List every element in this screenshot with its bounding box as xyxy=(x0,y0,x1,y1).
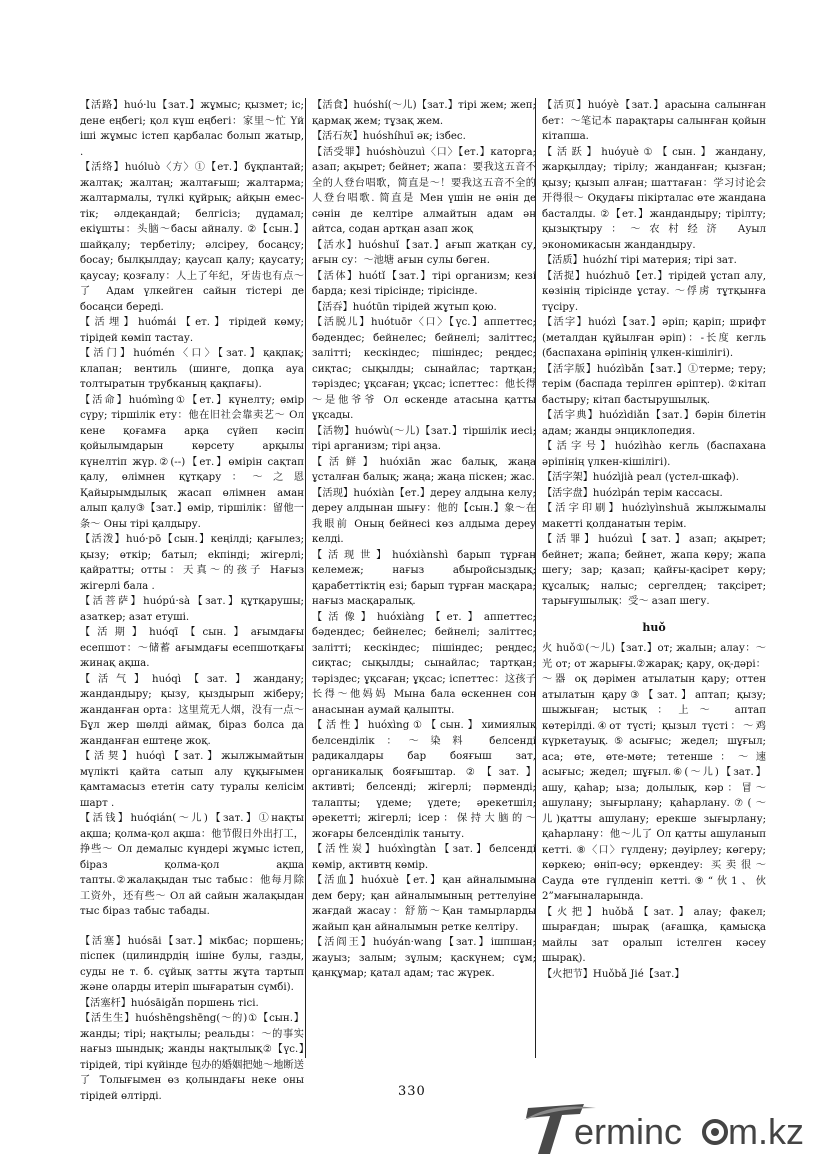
dictionary-entry: 【活现】huóxiàn【ет.】дереу алдына келу; дереу алдынан шығу：他的【сын.】象～在我眼前 Оның бейнесі көз алдыма дереу келді. xyxy=(312,487,536,545)
logo-text-a: erminc xyxy=(574,1111,683,1152)
dictionary-entry: 【活命】huómìng①【ет.】күнелту; өмір сүру; тіршілік ету：他在旧社会靠卖艺～ Ол кене қоғамға арқа сүйеп кәсіп қойылымдарын көрсету арқылы күнелтіп жүр.②(--)【ет.】өмірін сақтап қалу, өлімнен құтқару：～之恩 Қайырымдылық жасап өлімнен аман алып қалу③【зат.】өмір, тіршілік：留他一条～ Оны тірі қалдыру. xyxy=(80,394,304,530)
dictionary-entry: 【活路】huó·lu【зат.】жұмыс; қызмет; іс; дене еңбегі; қол күш еңбегі：家里～忙 Үй ішi жұмыс iстеп қарбалас болып жатыр, . xyxy=(80,100,304,158)
dictionary-entry: 【活现世】huóxiànshì барып тұрған келемеж; нағыз абыройсыздық; қарабеттіктің езі; барып тұрған масқара; нағыз масқаралық. xyxy=(312,549,536,607)
dictionary-entry: 【活门】huómén〈口〉【зат.】қақпақ; клапан; вентиль (шинге, допқа ауа толтыратын трубканың қақпағы). xyxy=(80,348,304,390)
column-divider xyxy=(305,98,306,1058)
dictionary-entry: 【活字印刷】huózìyìnshuā жылжымалы макетті қолданатын терім. xyxy=(542,503,766,530)
dictionary-entry: 【活质】huózhí тірі материя; тірі зат. xyxy=(542,255,737,266)
dictionary-entry: 【活石灰】huóshíhuī әк; ізбес. xyxy=(312,131,466,142)
dictionary-entry: 【活吞】huótūn тірідей жұтып қою. xyxy=(312,301,497,313)
dictionary-entry: 【活字号】huózìhào кегль (баспахана әріпінің үлкен-кішілігі). xyxy=(542,441,766,468)
dictionary-entry: 【活食】huóshí(～儿)【зат.】тірі жем; жеп; қармақ жем; тұзақ жем. xyxy=(312,100,536,127)
dictionary-entry: 【活泼】huó·pō【сын.】кеңілді; қағылез; қызу; өткір; батыл; ekпінді; жігерлі; қайратты; отты：天真～的孩子 Нағыз жігерлі бала . xyxy=(80,534,304,592)
dictionary-entry: 【活字】huózì【зат.】әріп; қаріп; шрифт (металдан құйылған әріп)：-长度 кегль (баспахана әріпінің үлкен-кішілігі). xyxy=(542,317,766,359)
dictionary-entry: 【活捉】huózhuō【ет.】тірідей ұстап алу, көзінің тірісінде ұстау. ～俘虏 тұтқынға түсіру. xyxy=(542,270,766,313)
logo-o-dot xyxy=(711,1128,719,1136)
dictionary-entry: 【活受罪】huóshòuzuì〈口〉【ет.】каторга; азап; ақырет; бейнет; жапа：要我这五音不全的人登台唱歌，简直是～！要我这五音不全的人登台唱歌. 简直是 Мен үшін не әнін де сәнін де келтіре алмайтын адам ән айтса, содан артқан азап жоқ xyxy=(312,146,536,235)
dictionary-entry: 【活脱儿】huótuōr〈口〉【үс.】аппеттес; бәдендес; бейнелес; бейнелі; заліттес; залітті; кескіндес; пішіндес; реңдес; сиқтас; сықылды; сынайлас; тартқан; тәріздес; ұқсаған; ұқсас; іспеттес：他长得～是他爷爷 Ол өскенде атасына қатты ұқсады. xyxy=(312,317,536,421)
termincom-logo-mark xyxy=(522,1098,814,1156)
dictionary-entry: 【活期】huóqī【сын.】ағымдағы есепшот：～储蓄 ағымдағы есепшотқағы жинақ ақша. xyxy=(80,627,304,669)
logo-text-b: m.kz xyxy=(728,1111,804,1152)
section-heading: huǒ xyxy=(642,620,666,634)
dictionary-entry: 【活塞】huósāi【зат.】мікбас; поршень; піспек (цилиндрдің ішіне булы, газды, суды не т. б. сұйық затты жұта тартып және оларды итеріп шығаратын сүмбі). xyxy=(80,935,304,993)
dictionary-entry: 【活水】huóshuǐ【зат.】ағып жатқан су, ағын су：～池塘 ағын сулы бөген. xyxy=(312,239,536,266)
dictionary-entry: 【活字典】huózìdiǎn【зат.】бәрін білетін адам; жанды энциклопедия. xyxy=(542,410,766,437)
termincom-logo xyxy=(522,1098,814,1156)
dictionary-entry: 【活物】huówù(～儿)【зат.】тіршілік иесі; тірі арганизм; тірі аңза. xyxy=(312,425,536,452)
dictionary-entry: 【活罪】huózuì【зат.】азап; ақырет; бейнет; жапа; бейнет, жапа көру; жапа шегу; зар; қазап; қайғы-қасірет көру; құсалық; налыс; сергелдең; тақсірет; тарығушылық：受～ азап шегу. xyxy=(542,534,766,607)
dictionary-entry: 火 huǒ①(～儿)【зат.】от; жалын; алау：～光 от; от жарығы.②жарақ; қару, оқ-дәрі：～器 оқ дәрімен атылатын қару; оттен атылатын қару③【зат.】аптап; қызу; шыжыған; ыстық：上～ аптап көтерілді.④от түсті; қызыл түсті：～鸡 күркетауық.⑤асығыс; жедел; шұғыл; аса; өте, өте-мөте; тетенше：～速 асығыс; жедел; шұғыл.⑥(～儿)【зат.】ашу, қаһар; ыза; долылық, кәр：冒～ ашулану; зығырлану; қаһарлану.⑦(～儿)қатты ашулану; ерекше зығырлану; қаһарлану：他～儿了 Ол қатты ашуланып кетті. ⑧〈口〉гүлдену; дәуірлеу; көгеру; көркею; өніп-өсу; өркендеу: 买卖很～ Сауда өте гүлденіп кетті.⑨“伙1、伙2”мағыналарында. xyxy=(542,643,766,902)
dictionary-entry: 【活气】huóqì【зат.】жандану; жандандыру; қызу, қыздырып жіберу; жанданған орта：这里荒无人烟，没有一点～ Бұл жер шөлді аймақ, біраз болса да жанданған ештеңе жоқ. xyxy=(80,673,304,747)
dictionary-entry: 【活菩萨】huópú·sà【зат.】құтқарушы; азаткер; азат етуші. xyxy=(80,596,304,623)
dictionary-entry: 【活络】huóluò〈方〉①【ет.】бұқпантай; жалтақ; жалтаң; жалтағыш; жалтарма; жалтармалы, түлкі құйрық; айқын еместік; әлдеқандай; белгісіз; дүдамал; екіұшты：头脑～басы айналу. ②【сын.】шайқалу; тербетілу; әлсіреу, босаңсу; босау; былқылдау; қаусап қалу; қаусату; қаусау; қозғалу：人上了年纪，牙齿也有点～了 Адам үлкейген сайын тістері де босаңси береді. xyxy=(80,162,304,313)
page-number: 330 xyxy=(398,1084,426,1099)
dictionary-entry: 【活字版】huózìbǎn【зат.】①терме; теру; терім (баспада терілген әріптер). ②кітап бастыру; кітап бастырушылық. xyxy=(542,363,766,406)
dictionary-entry: 【火把节】Huǒbǎ Jié【зат.】 xyxy=(542,968,685,980)
dictionary-entry: 【活像】huóxiàng【ет.】аппеттес; бәдендес; бейнелес; бейнелі; заліттес; залітті; кескіндес; пішіндес; реңдес; сиқтас; сықылды; сынайлас; тартқан; тәріздес; ұқсаған; ұқсас; іспеттес：这孩子长得～他妈妈 Мына бала өскеннен соң анасынан аумай қалыпты. xyxy=(312,611,536,716)
column-left xyxy=(80,98,304,1102)
dictionary-entry: 【活体】huótǐ【зат.】тірі организм; кезі барда; кезі тірісінде; тірісінде. xyxy=(312,270,536,297)
dictionary-entry: 【活血】huóxuè【ет.】қан айналымына дем беру; қан айналымының реттелуіне жағдай жасау：舒筋～Қан тамырларды жайып қан айналымын ретке келтіру. xyxy=(312,875,536,933)
dictionary-entry: 【活塞杆】huósāigǎn поршень тісі. xyxy=(80,997,259,1009)
dictionary-entry: 【活性】huóxìng①【сын.】химиялық белсенділік：～染料 белсенді радикалдары бар бояғыш зат, органикалық бояғыштар. ②【зат.】активті; белсенді; жігерлі; пәрменді; талапты; үдеме; үдете; әрекетшіл; әрекетті; жігерлі; ісер：保持大脑的～жоғары белсенділік таныту. xyxy=(312,720,536,840)
dictionary-entry: 【活字架】huózìjià реал (үстел-шкаф). xyxy=(542,472,739,483)
dictionary-entry: 【火把】huǒbǎ【зат.】алау; факел; шырағдан; шырақ (ағашқа, қамысқа майлы зат оралып істелген кәсеу шырақ). xyxy=(542,906,766,964)
column-divider xyxy=(535,98,536,1058)
column-middle xyxy=(312,98,536,1043)
dictionary-entry: 【活契】huóqì【зат.】жылжымайтын мүлікті қайта сатып алу құқығымен қамтамасыз ететін сату туралы келісім шарт . xyxy=(80,751,304,809)
dictionary-entry: 【活鲜】huóxiān жас балық, жаңа ұсталған балық; жаңа; жаңа піскен; жас. xyxy=(312,456,536,483)
dictionary-entry: 【活埋】huómái【ет.】тірідей көму; тірідей көміп тастау. xyxy=(80,317,304,344)
column-right xyxy=(542,98,766,1043)
dictionary-entry: 【活性炭】huóxìngtàn【зат.】белсенді көмір, активтң көмір. xyxy=(312,844,536,871)
dictionary-entry: 【活生生】huóshēngshēng(～的)①【сын.】жанды; тірі; нақтылы; реальды：～的事实 нағыз шындық; жанды нақтылық②【үс.】тірідей, тірі күйінде 包办的婚姻把她～地断送了 Толығымен өз қолындағы неке оны тірідей өлтірді. xyxy=(80,1013,304,1102)
dictionary-entry: 【活阎王】huóyán·wang【зат.】ішпшан; жауыз; залым; зұлым; қаскүнем; сұм; қанқұмар; қатал адам; тас жүрек. xyxy=(312,937,536,979)
dictionary-entry: 【活跃】huóyuè①【сын.】жандану, жарқылдау; тірілу; жанданған; қызған; қызу; қызып алған; шаттаған：学习讨论会开得很～ Оқудағы пікірталас өте жандана басталды. ②【ет.】жандандыру; тірілту; қызықтыру：～农村经济 Ауыл экономикасын жандандыру. xyxy=(542,146,766,251)
dictionary-entry: 【活页】huóyè【зат.】арасына салынған бет：～笔记本 парақтары салынған қойын кітапша. xyxy=(542,100,766,142)
dictionary-entry: 【活字盘】huózìpán терім кассасы. xyxy=(542,487,723,499)
dictionary-entry: 【活钱】huóqián(～儿)【зат.】①нақты ақша; қолма-қол ақша：他节假日外出打工，挣些～ Ол демалыс күндері жұмыс істеп, біраз қолма-қол ақша тапты.②жалақыдан тыс табыс：他每月除工资外，还有些～ Ол ай сайын жалақыдан тыс біраз табыс табады. xyxy=(80,813,304,917)
